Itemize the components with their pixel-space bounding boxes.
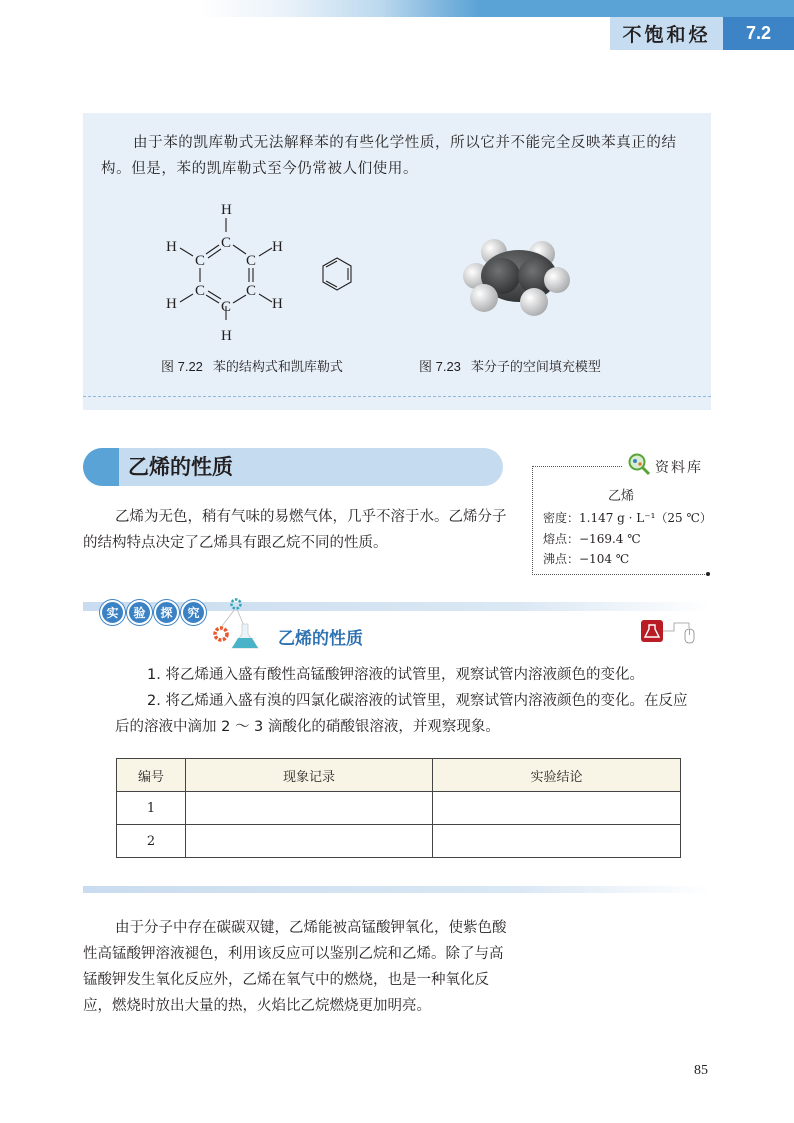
magnifier-molecule-icon (626, 452, 652, 476)
figure-number: 图 7.23 (419, 359, 461, 374)
row-number: 1 (117, 792, 186, 825)
data-library-label: 资料库 (655, 460, 703, 476)
chapter-title: 不饱和烃 (610, 17, 723, 50)
experiment-step-1: 1. 将乙烯通入盛有酸性高锰酸钾溶液的试管里，观察试管内溶液颜色的变化。 (147, 667, 644, 683)
svg-text:C: C (221, 235, 232, 251)
dashed-divider (83, 396, 711, 397)
table-row (117, 792, 681, 825)
experiment-step-2: 2. 将乙烯通入盛有溴的四氯化碳溶液的试管里，观察试管内溶液颜色的变化。在反应后的溶液中滴加 2 ～ 3 滴酸化的硝酸银溶液，并观察现象。 (115, 693, 688, 735)
svg-text:C: C (195, 253, 206, 269)
svg-text:H: H (221, 328, 232, 344)
svg-text:H: H (272, 296, 283, 312)
svg-text:H: H (166, 296, 177, 312)
column-header-conclusion: 实验结论 (433, 759, 681, 792)
svg-text:H: H (166, 239, 177, 255)
svg-text:H: H (221, 202, 232, 218)
badge-char: 实 (100, 600, 125, 625)
row-number: 2 (117, 825, 186, 858)
figure-caption-text: 苯的结构式和凯库勒式 (212, 360, 343, 375)
chapter-number: 7.2 (723, 17, 794, 50)
table-header-row (117, 759, 681, 792)
experiment-record-table (116, 758, 681, 858)
section-title: 乙烯的性质 (128, 455, 233, 479)
column-header-observation: 现象记录 (186, 759, 433, 792)
conclusion-cell[interactable] (433, 825, 681, 858)
table-row (117, 825, 681, 858)
observation-cell[interactable] (186, 825, 433, 858)
data-library-title: 乙烯 (607, 489, 634, 504)
note-paragraph: 由于苯的凯库勒式无法解释苯的有些化学性质，所以它并不能完全反映苯真正的结构。但是，苯的凯库勒式至今仍常被人们使用。 (101, 135, 677, 177)
svg-text:C: C (246, 283, 257, 299)
figure-caption-text: 苯分子的空间填充模型 (470, 360, 601, 375)
experiment-end-band (83, 886, 711, 893)
conclusion-cell[interactable] (433, 792, 681, 825)
experiment-title: 乙烯的性质 (278, 629, 363, 649)
svg-text:H: H (272, 239, 283, 255)
benzene-structural-formula (160, 198, 300, 346)
experiment-badge (100, 600, 206, 625)
data-density: 密度：1.147 g · L⁻¹（25 ℃） (543, 511, 712, 525)
figure-number: 图 7.22 (161, 359, 203, 374)
svg-text:C: C (221, 299, 232, 315)
badge-char: 究 (181, 600, 206, 625)
benzene-kekule-icon (320, 256, 354, 292)
benzene-space-filling-model-image (462, 236, 574, 320)
data-boiling-point: 沸点：−104 ℃ (543, 552, 630, 566)
data-melting-point: 熔点：−169.4 ℃ (543, 532, 641, 546)
svg-text:C: C (246, 253, 257, 269)
section-heading-cap (83, 448, 119, 486)
gear-flask-icon (208, 596, 266, 654)
page-number: 85 (694, 1063, 708, 1078)
data-library-corner-dot (706, 572, 710, 576)
badge-char: 探 (154, 600, 179, 625)
section-paragraph: 乙烯为无色，稍有气味的易燃气体，几乎不溶于水。乙烯分子的结构特点决定了乙烯具有跟乙烷不同的性质。 (83, 509, 507, 551)
column-header-number: 编号 (117, 759, 186, 792)
lab-video-resource-icon[interactable] (641, 620, 701, 646)
figure-caption-7-22 (161, 356, 343, 375)
section-heading (83, 448, 503, 486)
observation-cell[interactable] (186, 792, 433, 825)
badge-char: 验 (127, 600, 152, 625)
figure-caption-7-23 (419, 356, 601, 375)
svg-text:C: C (195, 283, 206, 299)
conclusion-paragraph: 由于分子中存在碳碳双键，乙烯能被高锰酸钾氧化，使紫色酸性高锰酸钾溶液褪色，利用该反应可以鉴别乙烷和乙烯。除了与高锰酸钾发生氧化反应外，乙烯在氧气中的燃烧，也是一种氧化反应，燃烧时放出大量的热，火焰比乙烷燃烧更加明亮。 (83, 920, 507, 1014)
header-gradient-bar (0, 0, 794, 17)
